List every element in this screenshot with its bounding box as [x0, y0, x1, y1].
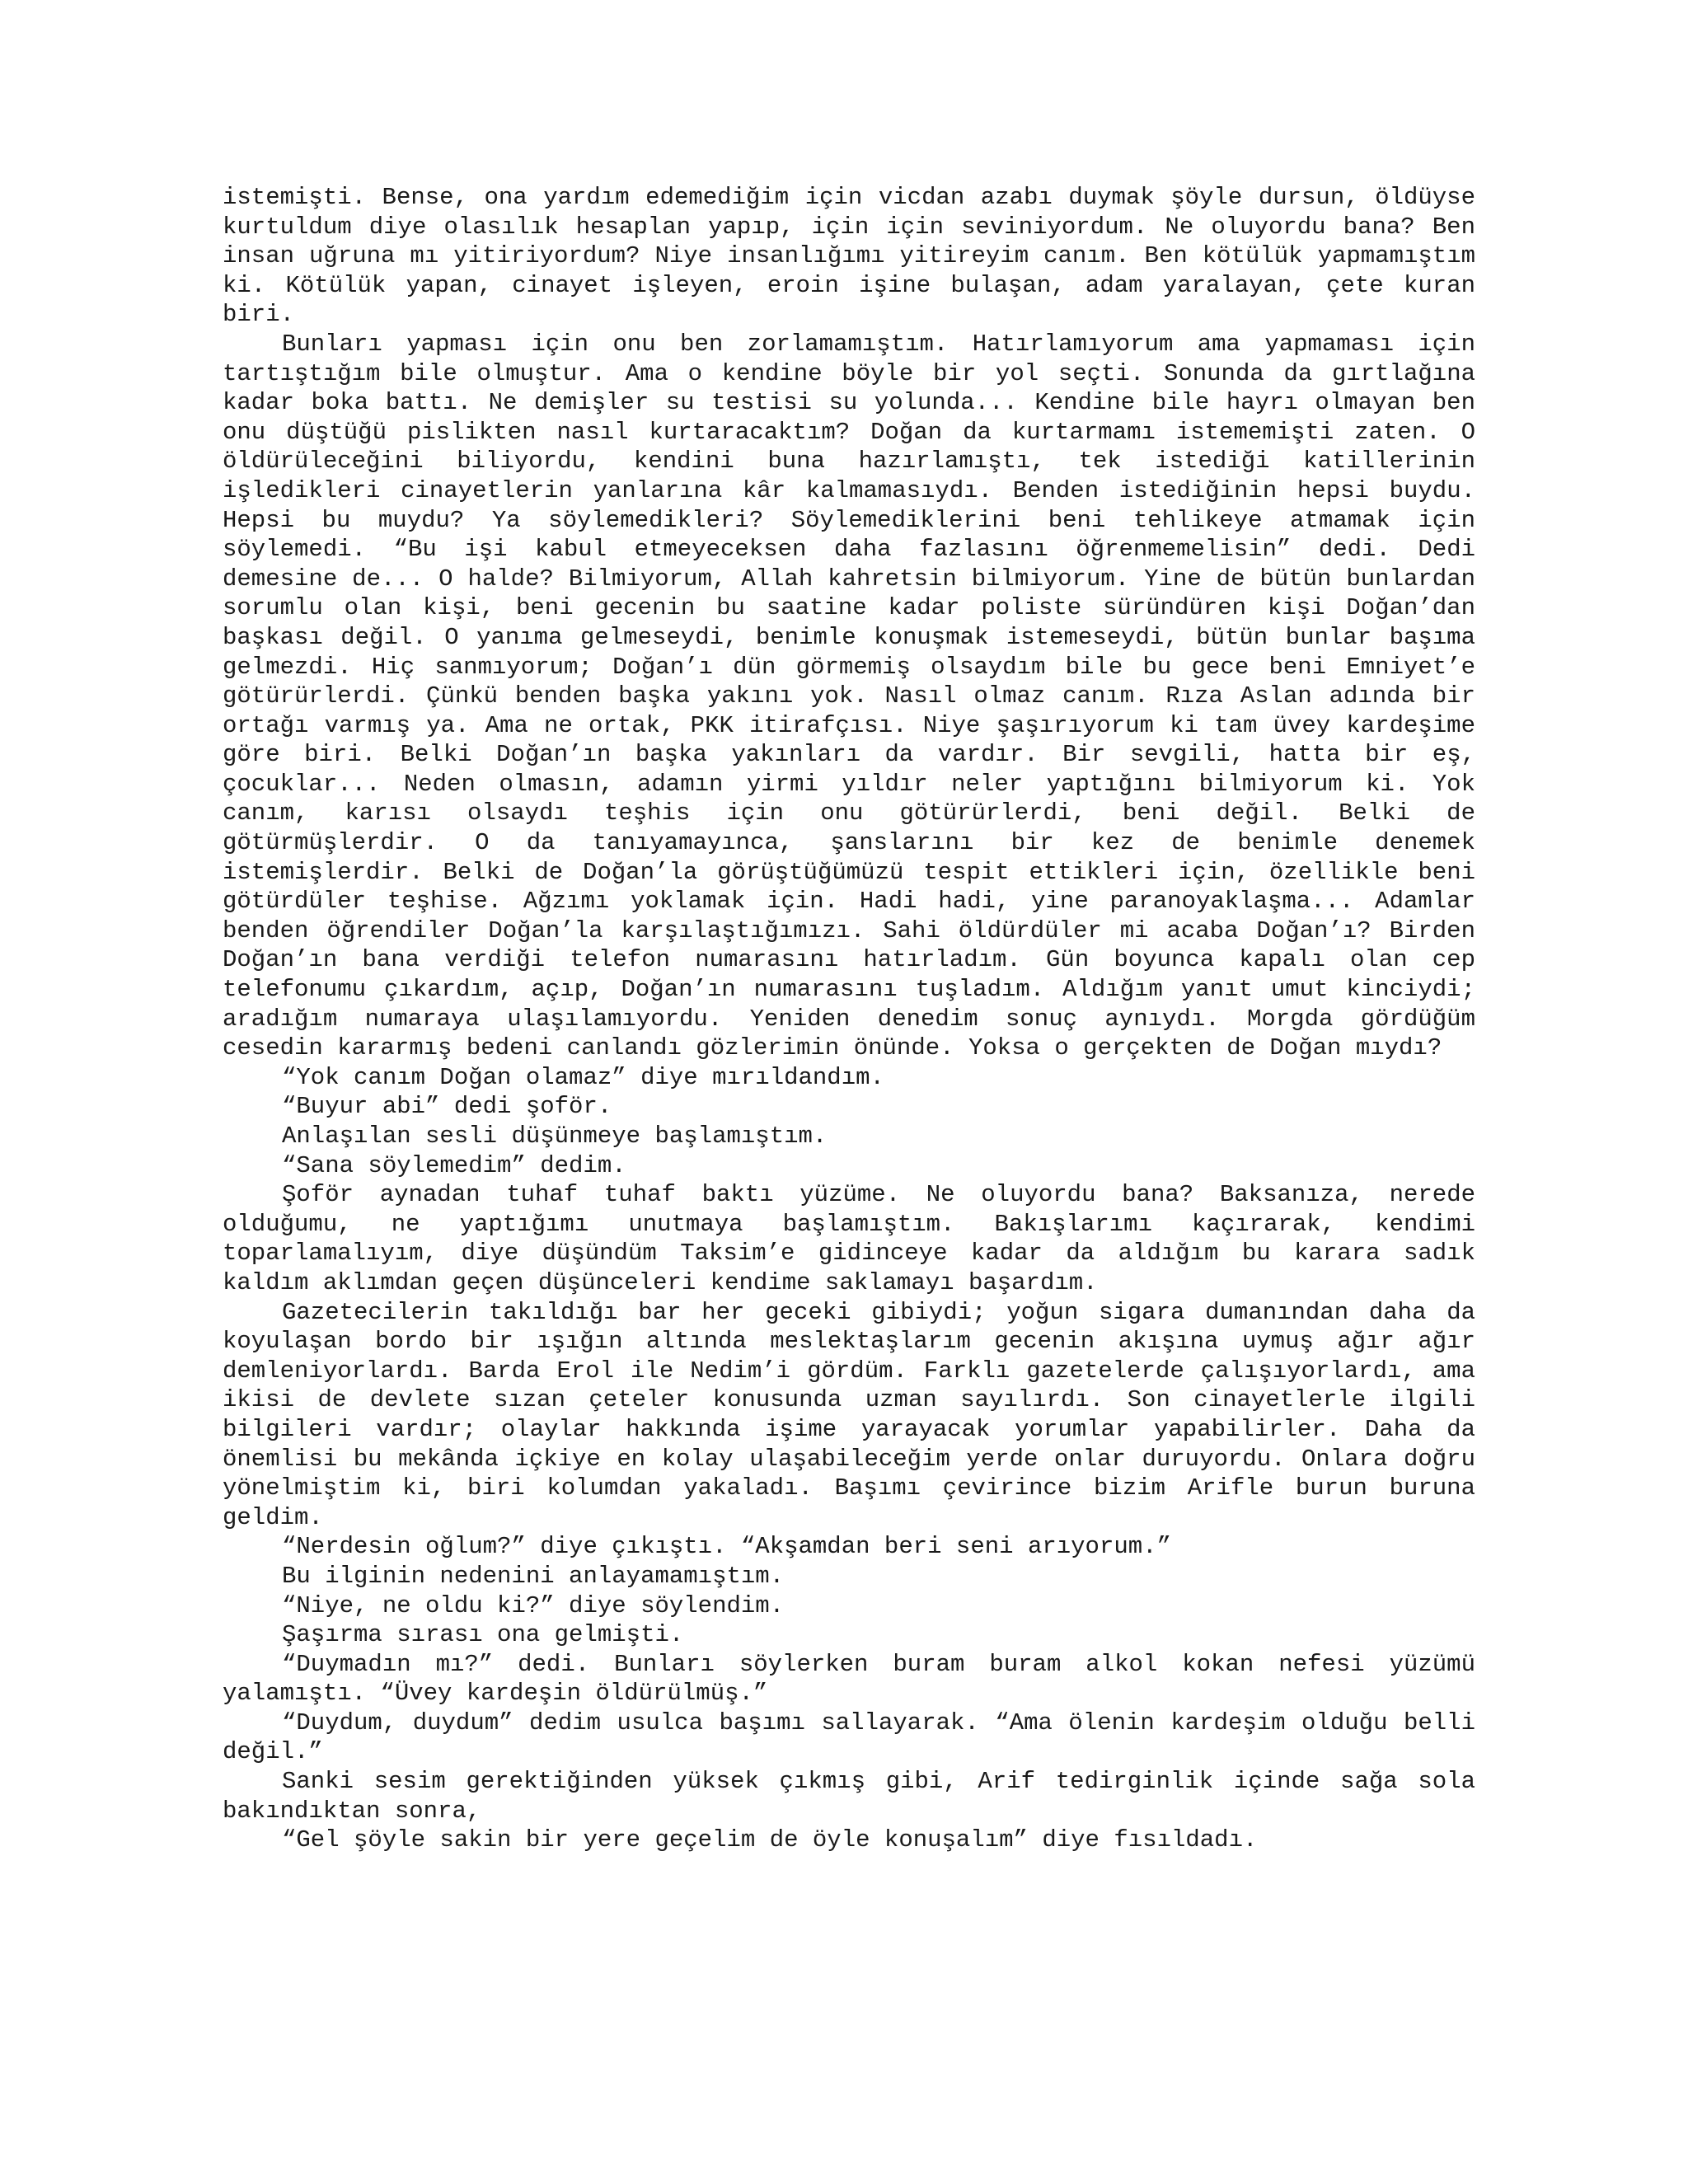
- paragraph-13: “Duymadın mı?” dedi. Bunları söylerken buram buram alkol kokan nefesi yüzümü yalamıştı. “Üvey kardeşin öldürülmüş.”: [223, 1650, 1475, 1708]
- paragraph-8: Gazetecilerin takıldığı bar her geceki gibiydi; yoğun sigara dumanından daha da koyulaşan bordo bir ışığın altında meslektaşlarım gecenin akışına uymuş ağır ağır demleniyorlardı. Barda Erol ile Nedim’i gördüm. Farklı gazetelerde çalışıyorlardı, ama ikisi de devlete sızan çeteler konusunda uzman sayılırdı. Son cinayetlerle ilgili bilgileri vardır; olaylar hakkında işime yarayacak yorumlar yapabilirler. Daha da önemlisi bu mekânda içkiye en kolay ulaşabileceğim yerde onlar duruyordu. Onlara doğru yönelmiştim ki, biri kolumdan yakaladı. Başımı çevirince bizim Arifle burun buruna geldim.: [223, 1298, 1475, 1531]
- paragraph-9: “Nerdesin oğlum?” diye çıkıştı. “Akşamdan beri seni arıyorum.”: [282, 1533, 1171, 1561]
- paragraph-15: Sanki sesim gerektiğinden yüksek çıkmış gibi, Arif tedirginlik içinde sağa sola bakındıktan sonra,: [223, 1768, 1475, 1825]
- paragraph-12: Şaşırma sırası ona gelmişti.: [282, 1621, 684, 1649]
- paragraph-4: “Buyur abi” dedi şoför.: [282, 1093, 612, 1121]
- paragraph-6: “Sana söylemedim” dedim.: [282, 1151, 626, 1179]
- paragraph-1: istemişti. Bense, ona yardım edemediğim için vicdan azabı duymak şöyle dursun, öldüyse kurtuldum diye olasılık hesaplan yapıp, için için seviniyordum. Ne oluyordu bana? Ben insan uğruna mı yitiriyordum? Niye insanlığımı yitireyim canım. Ben kötülük yapmamıştım ki. Kötülük yapan, cinayet işleyen, eroin işine bulaşan, adam yaralayan, çete kuran biri.: [223, 184, 1475, 329]
- paragraph-14: “Duydum, duydum” dedim usulca başımı sallayarak. “Ama ölenin kardeşim olduğu belli değil.”: [223, 1708, 1475, 1766]
- paragraph-3: “Yok canım Doğan olamaz” diye mırıldandım.: [282, 1063, 884, 1091]
- document-page: [223, 183, 1475, 1855]
- paragraph-16: “Gel şöyle sakin bir yere geçelim de öyle konuşalım” diye fısıldadı.: [282, 1826, 1258, 1854]
- paragraph-10: Bu ilginin nedenini anlayamamıştım.: [282, 1562, 785, 1590]
- paragraph-2: Bunları yapması için onu ben zorlamamıştım. Hatırlamıyorum ama yapmaması için tartıştığım bile olmuştur. Ama o kendine böyle bir yol seçti. Sonunda da gırtlağına kadar boka battı. Ne demişler su testisi su yolunda... Kendine bile hayrı olmayan ben onu düştüğü pislikten nasıl kurtaracaktım? Doğan da kurtarmamı istememişti zaten. O öldürüleceğini biliyordu, kendini buna hazırlamıştı, tek istediği katillerinin işledikleri cinayetlerin yanlarına kâr kalmamasıydı. Benden istediğinin hepsi buydu. Hepsi bu muydu? Ya söylemedikleri? Söylemediklerini beni tehlikeye atmamak için söylemedi. “Bu işi kabul etmeyeceksen daha fazlasını öğrenmemelisin” dedi. Dedi demesine de... O halde? Bilmiyorum, Allah kahretsin bilmiyorum. Yine de bütün bunlardan sorumlu olan kişi, beni gecenin bu saatine kadar poliste süründüren kişi Doğan’dan başkası değil. O yanıma gelmeseydi, benimle konuşmak istemeseydi, bütün bunlar başıma gelmezdi. Hiç sanmıyorum; Doğan’ı dün görmemiş olsaydım bile bu gece beni Emniyet’e götürürlerdi. Çünkü benden başka yakını yok. Nasıl olmaz canım. Rıza Aslan adında bir ortağı varmış ya. Ama ne ortak, PKK itirafçısı. Niye şaşırıyorum ki tam üvey kardeşime göre biri. Belki Doğan’ın başka yakınları da vardır. Bir sevgili, hatta bir eş, çocuklar... Neden olmasın, adamın yirmi yıldır neler yaptığını bilmiyorum ki. Yok canım, karısı olsaydı teşhis için onu götürürlerdi, beni değil. Belki de götürmüşlerdir. O da tanıyamayınca, şanslarını bir kez de benimle denemek istemişlerdir. Belki de Doğan’la görüştüğümüzü tespit ettikleri için, özellikle beni götürdüler teşhise. Ağzımı yoklamak için. Hadi hadi, yine paranoyaklaşma... Adamlar benden öğrendiler Doğan’la karşılaştığımızı. Sahi öldürdüler mi acaba Doğan’ı? Birden Doğan’ın bana verdiği telefon numarasını hatırladım. Gün boyunca kapalı olan cep telefonumu çıkardım, açıp, Doğan’ın numarasını tuşladım. Aldığım yanıt umut kinciydi; aradığım numaraya ulaşılamıyordu. Yeniden denedim sonuç aynıydı. Morgda gördüğüm cesedin kararmış bedeni canlandı gözlerimin önünde. Yoksa o gerçekten de Doğan mıydı?: [223, 330, 1475, 1062]
- paragraph-11: “Niye, ne oldu ki?” diye söylendim.: [282, 1591, 785, 1619]
- paragraph-7: Şoför aynadan tuhaf tuhaf baktı yüzüme. Ne oluyordu bana? Baksanıza, nerede olduğumu, ne yaptığımı unutmaya başlamıştım. Bakışlarımı kaçırarak, kendimi toparlamalıyım, diye düşündüm Taksim’e gidinceye kadar da aldığım bu karara sadık kaldım aklımdan geçen düşünceleri kendime saklamayı başardım.: [223, 1181, 1475, 1296]
- paragraph-5: Anlaşılan sesli düşünmeye başlamıştım.: [282, 1122, 828, 1150]
